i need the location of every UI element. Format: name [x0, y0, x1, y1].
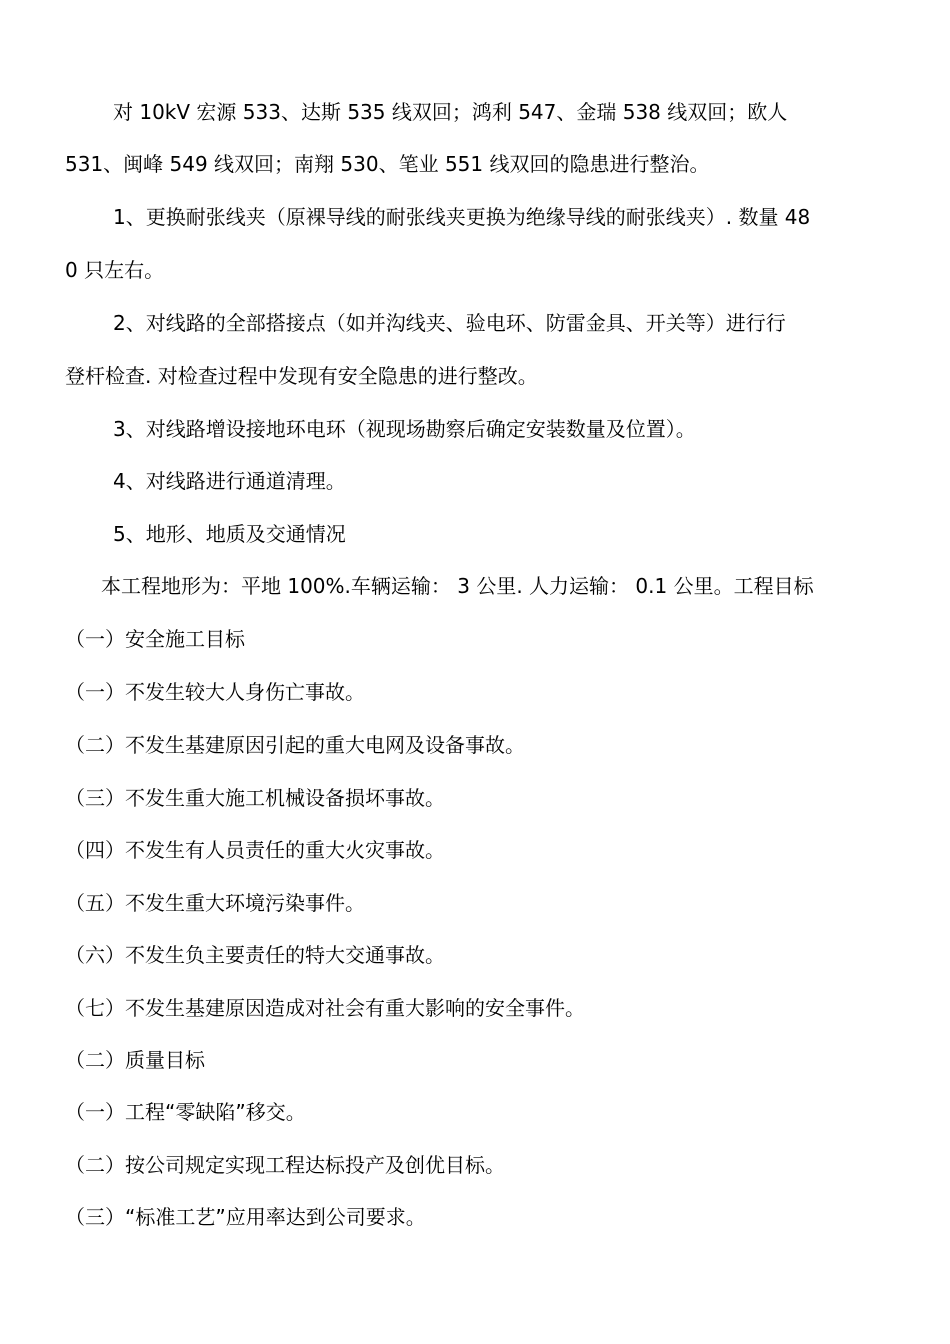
safety-goal-item-5: （五）不发生重大环境污染事件。 — [65, 891, 365, 915]
safety-goal-heading: （一）安全施工目标 — [65, 627, 245, 651]
paragraph-intro-line-1: 对 10kV 宏源 533、达斯 535 线双回；鸿利 547、金瑞 538 线双回；欧人 — [113, 100, 788, 124]
item-3: 3、对线路增设接地环电环（视现场勘察后确定安装数量及位置）。 — [113, 417, 696, 441]
safety-goal-item-6: （六）不发生负主要责任的特大交通事故。 — [65, 943, 445, 967]
item-4: 4、对线路进行通道清理。 — [113, 469, 346, 493]
item-1-line-2: 0 只左右。 — [65, 258, 165, 282]
item-2-line-1: 2、对线路的全部搭接点（如并沟线夹、验电环、防雷金具、开关等）进行行 — [113, 311, 786, 335]
quality-goal-heading: （二）质量目标 — [65, 1048, 205, 1072]
item-5-heading: 5、地形、地质及交通情况 — [113, 522, 346, 546]
safety-goal-item-1: （一）不发生较大人身伤亡事故。 — [65, 680, 365, 704]
safety-goal-item-7: （七）不发生基建原因造成对社会有重大影响的安全事件。 — [65, 996, 585, 1020]
item-1-line-1: 1、更换耐张线夹（原裸导线的耐张线夹更换为绝缘导线的耐张线夹）. 数量 48 — [113, 205, 811, 229]
safety-goal-item-4: （四）不发生有人员责任的重大火灾事故。 — [65, 838, 445, 862]
item-2-line-2: 登杆检查. 对检查过程中发现有安全隐患的进行整改。 — [65, 364, 538, 388]
terrain-paragraph: 本工程地形为：平地 100%.车辆运输： 3 公里. 人力运输： 0.1 公里。工程目标 — [101, 574, 814, 598]
paragraph-intro-line-2: 531、闽峰 549 线双回；南翔 530、笔业 551 线双回的隐患进行整治。 — [65, 152, 710, 176]
quality-goal-item-2: （二）按公司规定实现工程达标投产及创优目标。 — [65, 1153, 505, 1177]
quality-goal-item-3: （三）“标准工艺”应用率达到公司要求。 — [65, 1205, 426, 1229]
safety-goal-item-3: （三）不发生重大施工机械设备损坏事故。 — [65, 786, 445, 810]
safety-goal-item-2: （二）不发生基建原因引起的重大电网及设备事故。 — [65, 733, 525, 757]
quality-goal-item-1: （一）工程“零缺陷”移交。 — [65, 1100, 306, 1124]
